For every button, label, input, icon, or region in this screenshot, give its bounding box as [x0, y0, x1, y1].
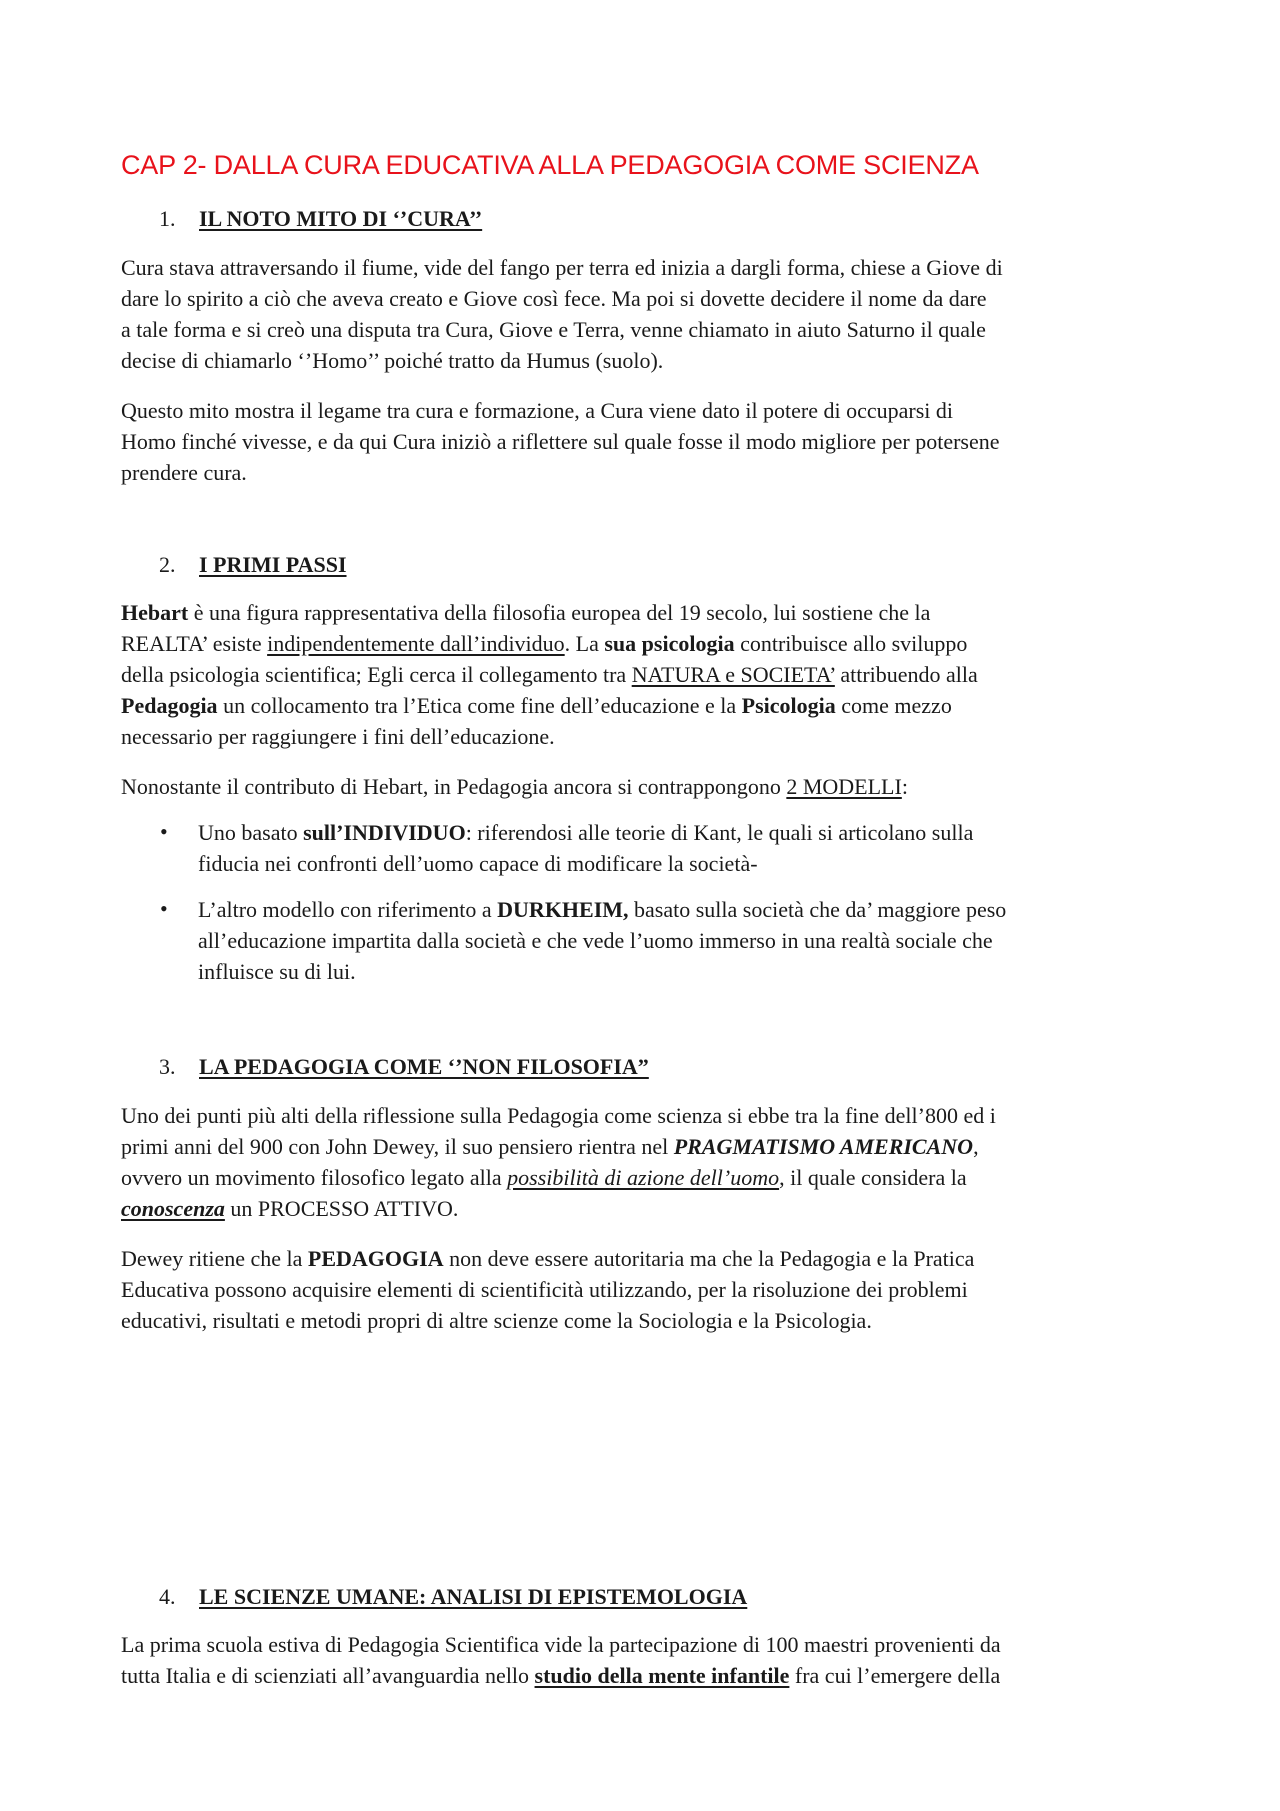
section-title: I PRIMI PASSI: [199, 552, 347, 577]
bullet-item-durkheim: [198, 894, 1006, 987]
bold-text: DURKHEIM,: [497, 897, 629, 922]
text-line: Cura stava attraversando il fiume, vide del fango per terra ed inizia a dargli forma, chiese a Giove di: [121, 255, 1003, 280]
section-number: 3.: [159, 1054, 176, 1079]
text-line: La prima scuola estiva di Pedagogia Scientifica vide la partecipazione di 100 maestri provenienti da: [121, 1632, 1001, 1657]
paragraph-myth-meaning: [121, 395, 1171, 488]
text-line: Homo finché vivesse, e da qui Cura iniziò a riflettere sul quale fosse il modo migliore per potersene: [121, 429, 1000, 454]
text-line: [121, 659, 1171, 690]
paragraph-myth: [121, 252, 1171, 376]
text-span: non deve essere autoritaria ma che la Pedagogia e la Pratica: [443, 1246, 975, 1271]
text-line: [121, 690, 1171, 721]
text-span: attribuendo alla: [834, 662, 978, 687]
italic-underlined-text: possibilità di azione dell’uomo: [507, 1165, 780, 1190]
text-span: come mezzo: [835, 693, 952, 718]
text-span: , il quale considera la: [779, 1165, 967, 1190]
text-span: Dewey ritiene che la: [121, 1246, 308, 1271]
text-span: . La: [564, 631, 605, 656]
underlined-text: NATURA e SOCIETA’: [631, 662, 835, 687]
text-span: : riferendosi alle teorie di Kant, le quali si articolano sulla: [465, 820, 974, 845]
section-number: 4.: [159, 1584, 176, 1609]
text-line: decise di chiamarlo ‘’Homo’’ poiché tratto da Humus (suolo).: [121, 348, 664, 373]
section-heading-1: [159, 206, 482, 232]
text-line: a tale forma e si creò una disputa tra Cura, Giove e Terra, venne chiamato in aiuto Saturno il quale: [121, 317, 986, 342]
bold-italic-text: PRAGMATISMO AMERICANO: [673, 1134, 974, 1159]
bold-text: sull’INDIVIDUO: [303, 820, 466, 845]
text-span: tutta Italia e di scienziati all’avanguardia nello: [121, 1663, 535, 1688]
bold-text: PEDAGOGIA: [307, 1246, 444, 1271]
text-line: [121, 1131, 1171, 1162]
text-span: Uno basato: [198, 820, 304, 845]
section-title: LA PEDAGOGIA COME ‘’NON FILOSOFIA”: [199, 1054, 649, 1079]
text-span: basato sulla società che da’ maggiore peso: [628, 897, 1007, 922]
section-title: IL NOTO MITO DI ‘’CURA’’: [199, 206, 483, 231]
text-span: un PROCESSO ATTIVO.: [224, 1196, 459, 1221]
text-line: prendere cura.: [121, 460, 247, 485]
section-title: LE SCIENZE UMANE: ANALISI DI EPISTEMOLOGIA: [199, 1584, 748, 1609]
text-span: della psicologia scientifica; Egli cerca il collegamento tra: [121, 662, 632, 687]
text-span: primi anni del 900 con John Dewey, il suo pensiero rientra nel: [121, 1134, 674, 1159]
text-line: [121, 1243, 1171, 1274]
text-line: Educativa possono acquisire elementi di scientificità utilizzando, per la risoluzione dei problemi: [121, 1277, 968, 1302]
section-number: 1.: [159, 206, 176, 231]
text-line: educativi, risultati e metodi propri di altre scienze come la Sociologia e la Psicologia.: [121, 1308, 872, 1333]
text-span: contribuisce allo sviluppo: [734, 631, 968, 656]
text-span: ,: [973, 1134, 979, 1159]
text-line: necessario per raggiungere i fini dell’educazione.: [121, 724, 555, 749]
section-heading-3: [159, 1054, 649, 1080]
paragraph-summer-school: [121, 1629, 1171, 1691]
section-number: 2.: [159, 552, 176, 577]
text-line: [198, 894, 1006, 925]
chapter-title: CAP 2- DALLA CURA EDUCATIVA ALLA PEDAGOGIA COME SCIENZA: [121, 150, 979, 180]
bold-text: Hebart: [121, 600, 189, 625]
text-line: [121, 1193, 1171, 1224]
bullet-item-individual: [198, 817, 973, 879]
paragraph-dewey: [121, 1100, 1171, 1224]
bold-italic-underlined-text: conoscenza: [121, 1196, 225, 1221]
text-line: dare lo spirito a ciò che aveva creato e Giove così fece. Ma poi si dovette decidere il nome da dare: [121, 286, 987, 311]
text-line: [198, 817, 973, 848]
text-line: Questo mito mostra il legame tra cura e formazione, a Cura viene dato il potere di occuparsi di: [121, 398, 954, 423]
text-span: Nonostante il contributo di Hebart, in Pedagogia ancora si contrappongono: [121, 774, 787, 799]
text-line: [121, 597, 1171, 628]
bold-text: sua psicologia: [604, 631, 735, 656]
bold-underlined-text: studio della mente infantile: [534, 1663, 790, 1688]
text-line: Uno dei punti più alti della riflessione sulla Pedagogia come scienza si ebbe tra la fine dell’800 ed i: [121, 1103, 996, 1128]
bold-text: Pedagogia: [121, 693, 218, 718]
text-line: [121, 771, 1171, 802]
bold-text: Psicologia: [741, 693, 836, 718]
text-span: L’altro modello con riferimento a: [198, 897, 498, 922]
section-heading-2: [159, 552, 347, 578]
text-span: fra cui l’emergere della: [789, 1663, 1001, 1688]
bullet-marker: •: [160, 819, 168, 844]
paragraph-dewey-pedagogy: [121, 1243, 1171, 1336]
text-span: REALTA’ esiste: [121, 631, 268, 656]
text-line: [121, 628, 1171, 659]
text-line: influisce su di lui.: [198, 959, 356, 984]
text-span: ovvero un movimento filosofico legato alla: [121, 1165, 508, 1190]
text-line: [121, 1162, 1171, 1193]
text-span: è una figura rappresentativa della filosofia europea del 19 secolo, lui sostiene che la: [188, 600, 931, 625]
underlined-text: indipendentemente dall’individuo: [267, 631, 565, 656]
text-line: fiducia nei confronti dell’uomo capace di modificare la società-: [198, 851, 758, 876]
text-span: un collocamento tra l’Etica come fine dell’educazione e la: [217, 693, 742, 718]
paragraph-hebart: [121, 597, 1171, 752]
bullet-marker: •: [160, 896, 168, 921]
text-line: [121, 1660, 1171, 1691]
text-span: :: [901, 774, 908, 799]
section-heading-4: [159, 1584, 747, 1610]
text-line: all’educazione impartita dalla società e che vede l’uomo immerso in una realtà sociale che: [198, 928, 993, 953]
paragraph-models-intro: [121, 771, 1171, 802]
underlined-text: 2 MODELLI: [786, 774, 902, 799]
